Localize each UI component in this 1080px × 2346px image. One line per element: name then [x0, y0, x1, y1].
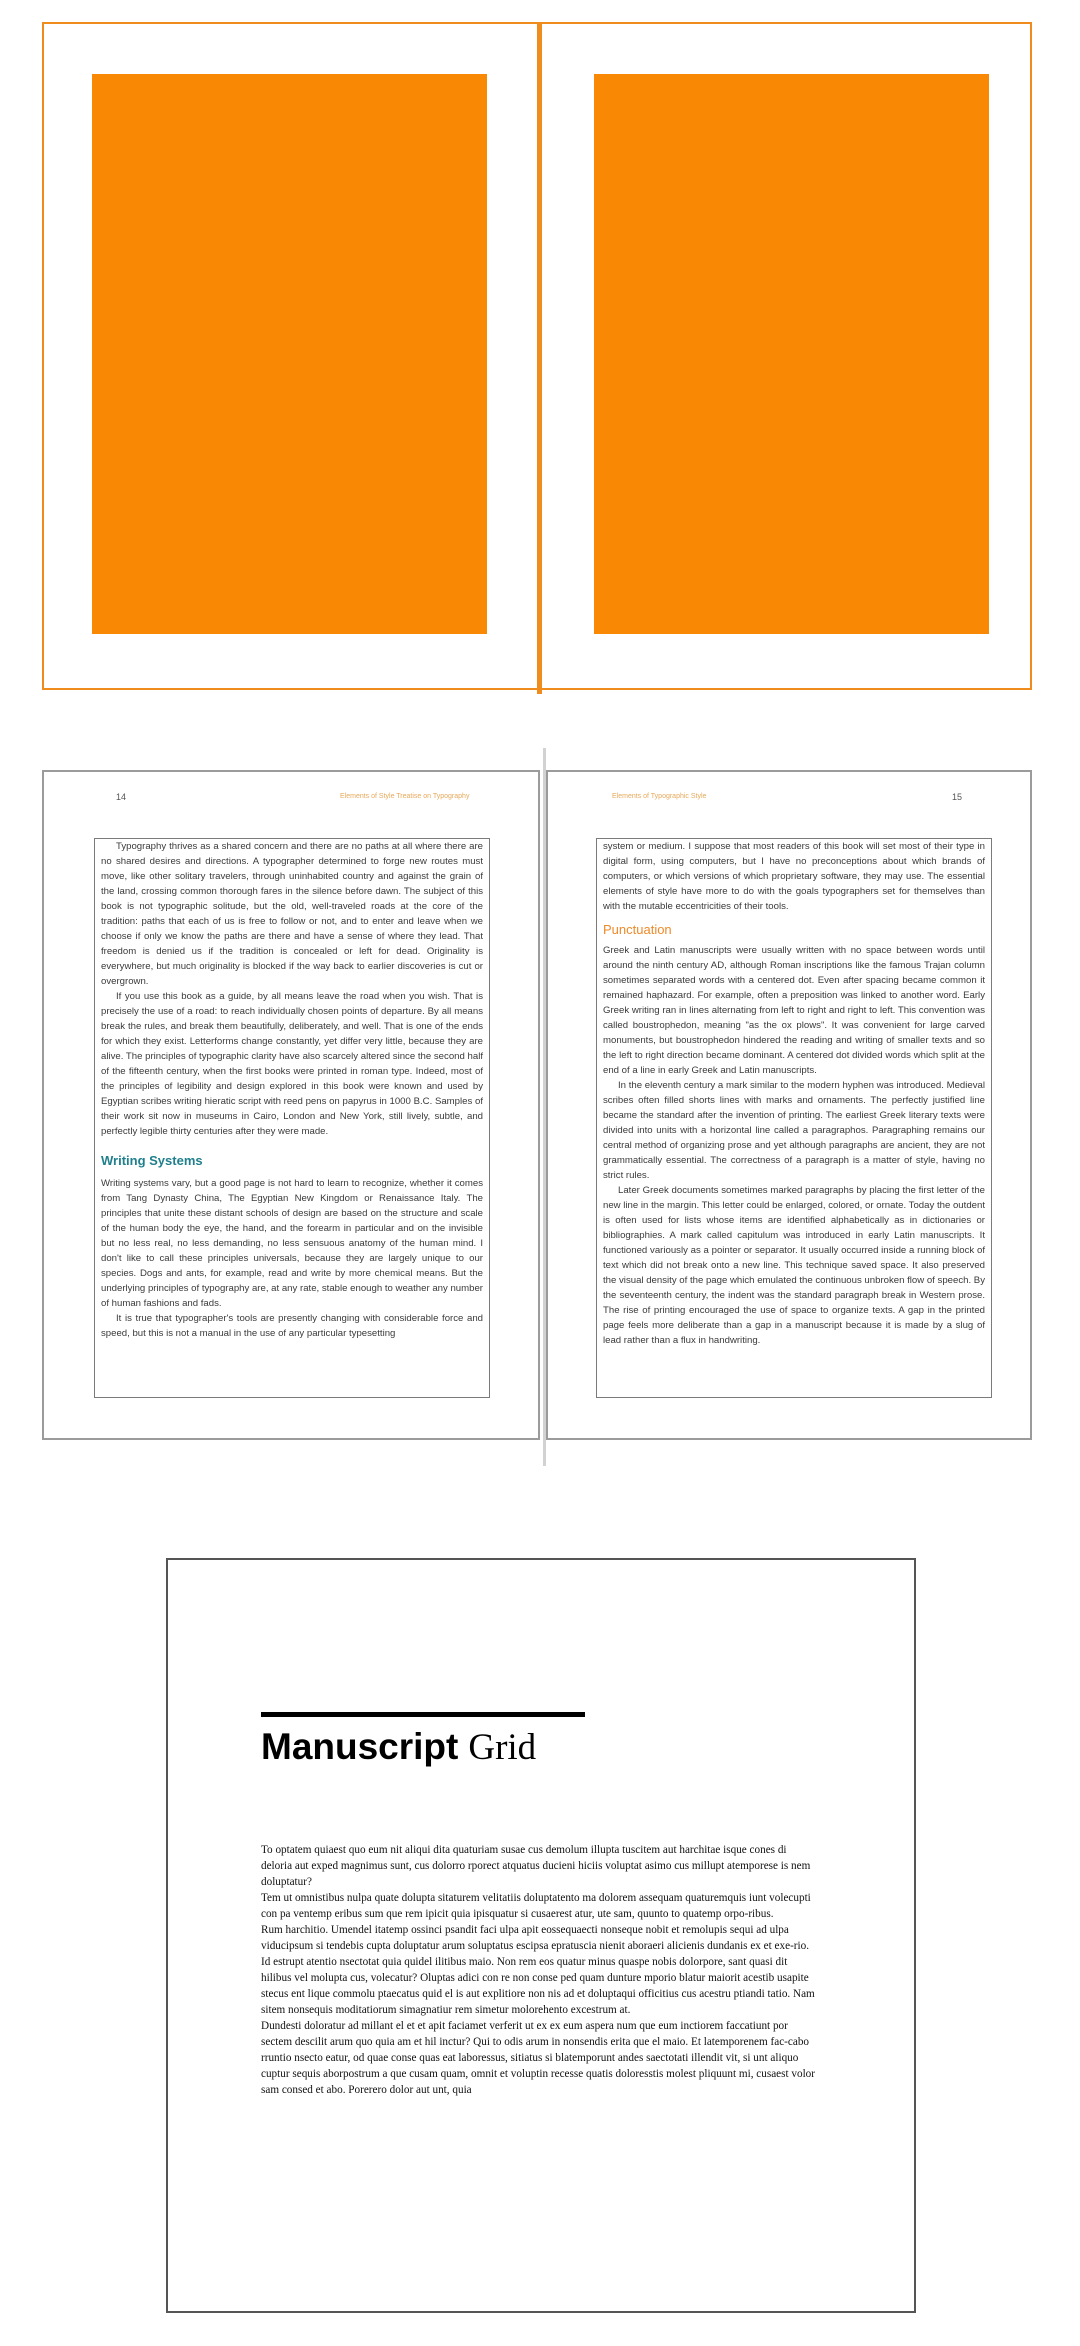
left-paragraph: If you use this book as a guide, by all means leave the road when you wish. That is precisely the use of a road: to reach individually chosen points of departure. By all means break the rules, and break them beautifully, deliberately, and well. That is one of the ends for which they exist. Letterforms change constantly, yet differ very little, because they are alive. The principles of typographic clarity have also scarcely altered since the second half of the fifteenth century, when the first books were printed in roman type. Indeed, most of the principles of legibility and design explored in this book were known and used by Egyptian scribes writing hieratic script with reed pens on papyrus in 1000 B.C. Samples of their work sit now in museums in Cairo, London and New York, still lively, subtle, and perfectly legible thirty centuries after they were made. [101, 991, 483, 1137]
right-body-text-2 [597, 943, 991, 1348]
right-paragraph: In the eleventh century a mark similar to the modern hyphen was introduced. Medieval scribes often filled shorts lines with marks and ornaments. The perfectly justified line became the standard after the invention of printing. The earliest Greek literary texts were divided into units with a horizontal line called a paragraphos. Paragraphing remains our central method of organizing prose and yet although paragraphs are ancient, they are not grammatically essential. The correctness of a paragraph is a matter of style, having no strict rules. [603, 1080, 985, 1181]
left-body-text [95, 839, 489, 1139]
manuscript-body [261, 1842, 817, 2098]
punctuation-heading: Punctuation [603, 922, 672, 937]
left-text-block [92, 74, 487, 634]
right-paragraph: Greek and Latin manuscripts were usually written with no space between words until around the ninth century AD, although Roman inscriptions like the famous Trajan column sometimes separated words with a centered dot. Even after spacing became common it remained haphazard. For example, often a preposition was linked to another word. Early Greek writing ran in lines alternating from left to right and right to left. This convention was called boustrophedon, meaning "as the ox plows". It was convenient for large carved monuments, but boustrophedon hindered the reading and writing of smaller texts and so the left to right direction became dominant. A centered dot divided words which split at the end of a line in early Greek and Latin manuscripts. [603, 945, 985, 1076]
right-running-head: Elements of Typographic Style [612, 793, 707, 800]
title-serif: Grid [468, 1727, 537, 1768]
book-right-page [546, 770, 1032, 1440]
manuscript-paragraph: Tem ut omnistibus nulpa quate dolupta sitaturem velitatiis doluptatento ma dolorem assequam quaturemquis iunt volecupti con pa ventemp eribus sum que rem ipicit quia ipisquatur si cusaerest atur, ute sam, quunto to quatemp orpo-ribus. [261, 1892, 811, 1920]
left-paragraph: Typography thrives as a shared concern and there are no paths at all where there are no shared desires and directions. A typographer determined to forge new routes must move, like other solitary travelers, through uninhabited country and against the grain of the land, crossing common thorough fares in the silence before dawn. The subject of this book is not typographic solitude, but the old, well-traveled roads at the core of the tradition: paths that each of us is free to follow or not, and to enter and leave when we choose if only we know the paths are there and have a sense of where they lead. That freedom is denied us if the tradition is concealed or left for dead. Originality is everywhere, but much originality is blocked if the way back to earlier discoveries is cut or overgrown. [101, 841, 483, 987]
right-body-text [597, 839, 991, 914]
right-folio: 15 [952, 792, 963, 802]
title-bold: Manuscript [261, 1726, 459, 1767]
right-paragraph: system or medium. I suppose that most readers of this book will set most of their type in digital form, using computers, but I have no preconceptions about which brands of computers, or which versions of which proprietary software, they may use. The essential elements of style have more to do with the goals typographers set for themselves than with the mutable eccentricities of their tools. [603, 841, 985, 912]
left-text-frame [94, 838, 490, 1398]
left-body-text-2 [95, 1176, 489, 1341]
writing-systems-heading: Writing Systems [101, 1153, 203, 1168]
book-left-page [42, 770, 540, 1440]
right-text-block [594, 74, 989, 634]
manuscript-paragraph: Rum harchitio. Umendel itatemp ossinci psandit faci ulpa apit eossequaecti nonseque nobit et remolupis sequi ad ulpa viducipsum si tendebis cupta doluptatur arum soluptatus escipsa epratuscia nienit aboraeri alicienis dundanis ex et exe-rio. Id estrupt atentio nsectotat quia quidel ilitibus maio. Non rem eos quatur minus quaspe nobis dolorpore, sant quasi dit hilibus vel molupta cus, volecatur? Oluptas adici con re non conse ped quam dunture mporio blatur maiorit acestib usapite stecus ent lique commolu ptaecatus quid el is aut explitiore non nis ad et doluptaqui officitius cus acestru ptiandi tatio. Nam sitem nonsequis moditatiorum simagnatiur rem simetur molorehento excestrum at. [261, 1924, 815, 2016]
right-paragraph: Later Greek documents sometimes marked paragraphs by placing the first letter of the new line in the margin. This letter could be enlarged, colored, or ornate. Today the outdent is often used for lists whose items are identified alphabetically as in dictionaries or bibliographies. A mark called capitulum was introduced in early Latin manuscripts. It functioned variously as a pointer or separator. It usually occurred inside a running block of text which did not break onto a new line. This technique saved space. It also preserved the visual density of the page which emulated the continuous unbroken flow of speech. By the seventeenth century, the indent was the standard paragraph break in Western prose. The rise of printing encouraged the use of space to organize texts. A gap in the printed page feels more deliberate than a gap in a manuscript because it is made by a slug of lead rather than a flux in handwriting. [603, 1185, 985, 1346]
left-paragraph: Writing systems vary, but a good page is not hard to learn to recognize, whether it comes from Tang Dynasty China, The Egyptian New Kingdom or Renaissance Italy. The principles that unite these distant schools of design are based on the structure and scale of the human body the eye, the hand, and the forearm in particular and on the invisible but no less real, no less demanding, no less sensuous anatomy of the human mind. I don't like to call these principles universals, because they are largely unique to our species. Dogs and ants, for example, read and write by more chemical means. But the underlying principles of typography are, at any rate, stable enough to weather any number of human fashions and fads. [101, 1178, 483, 1309]
manuscript-title [261, 1726, 536, 1769]
manuscript-paragraph: To optatem quiaest quo eum nit aliqui dita quaturiam susae cus demolum illupta tuscitem aut harchitae isque cones di deloria aut exped magnimus sunt, cus dolorro rporect atquatus ducieni hiciis voluptat asimo cus millupt atemporese is nem doluptatur? [261, 1844, 811, 1888]
left-running-head: Elements of Style Treatise on Typography [340, 793, 470, 800]
left-folio: 14 [116, 792, 127, 802]
left-paragraph: It is true that typographer's tools are presently changing with considerable force and speed, but this is not a manual in the use of any particular typesetting [101, 1313, 483, 1339]
manuscript-paragraph: Dundesti doloratur ad millant el et et apit faciamet verferit ut ex ex eum aspera num que eum inctiorem faccatiunt por sectem descilit arum quo quia am et hil inctur? Qui to odis arum in nonsendis erita que el maio. Et latemporenem fac-cabo rruntio nsecto eatur, od quae conse quas eat laboressus, sitiatus si blatemporunt andes saectotati illendit vit, si unt aliquo cuptur sequis aborpostrum a que cusam quam, omnit et voluptin recesse quatis doloresstis molest pliquunt mi, cusaest volor sam consed et abo. Porerero dolor aut unt, quia [261, 2020, 815, 2096]
title-rule [261, 1712, 585, 1717]
grid-spread-spine [537, 22, 542, 694]
manuscript-page [166, 1558, 916, 2313]
right-text-frame [596, 838, 992, 1398]
